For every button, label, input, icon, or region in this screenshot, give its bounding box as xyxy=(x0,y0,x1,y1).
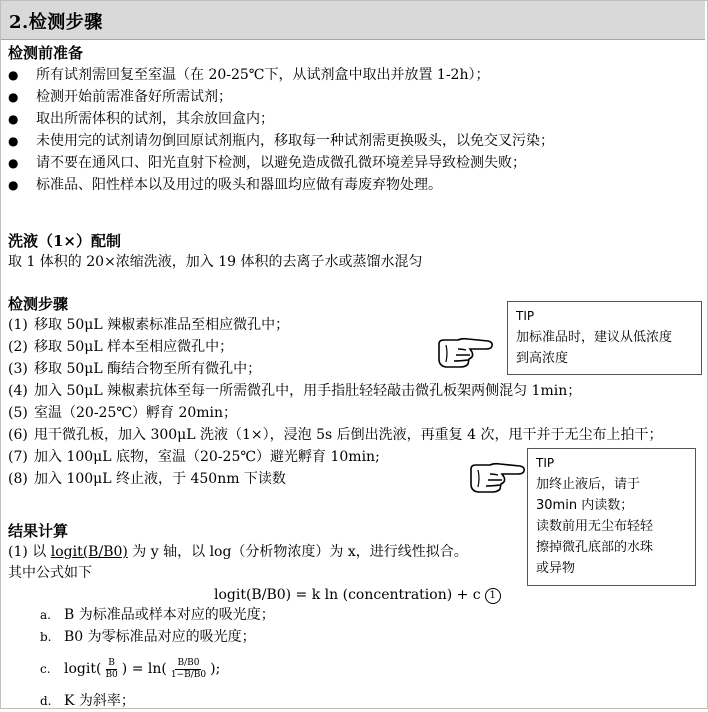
pointing-hand-icon xyxy=(436,335,494,369)
step-text: 加入 100μL 终止液，于 450nm 下读数 xyxy=(34,471,286,487)
tip-line: 加标准品时，建议从低浓度 xyxy=(516,330,673,345)
section-header xyxy=(1,1,705,40)
definition-item xyxy=(40,626,275,648)
step-text: 加入 100μL 底物，室温（20-25℃）避光孵育 10min; xyxy=(34,449,380,465)
tip-line: 30min 内读数； xyxy=(536,498,634,513)
formula-part: ); xyxy=(210,661,221,677)
formula-part: ) = ln( xyxy=(121,661,167,677)
list-item: ● 检测开始前需准备好所需试剂； xyxy=(8,86,554,108)
definition-label: a. xyxy=(40,608,51,622)
results-text: 为 y 轴，以 log（分析物浓度）为 x，进行线性拟合。 xyxy=(127,544,468,560)
step-text: 移取 50μL 辣椒素标准品至相应微孔中； xyxy=(34,317,290,333)
results-heading: 结果计算 xyxy=(8,522,69,540)
tip-box-standard xyxy=(507,301,702,375)
step-number: (2) xyxy=(8,339,28,355)
definition-label: d. xyxy=(40,694,52,708)
tip-title: TIP xyxy=(516,309,535,323)
tip-title: TIP xyxy=(536,456,555,470)
step-text: 室温（20-25℃）孵育 20min； xyxy=(34,405,238,421)
formula-mark: 1 xyxy=(485,588,501,604)
step-number: (3) xyxy=(8,361,28,377)
step-number: (5) xyxy=(8,405,28,421)
tip-line: 或异物 xyxy=(536,561,576,576)
definitions-list xyxy=(40,604,275,712)
list-item: ● 请不要在通风口、阳光直射下检测，以避免造成微孔微环境差异导致检测失败； xyxy=(8,152,554,174)
logit-term: logit(B/B0) xyxy=(50,544,128,560)
step-item xyxy=(8,424,694,446)
tip-line: 到高浓度 xyxy=(516,351,569,366)
step-number: (6) xyxy=(8,427,28,443)
list-item: ● 未使用完的试剂请勿倒回原试剂瓶内，移取每一种试剂需更换吸头，以免交叉污染； xyxy=(8,130,554,152)
step-number: (1) xyxy=(8,317,28,333)
step-item xyxy=(8,380,708,402)
list-item: ● 标准品、阳性样本以及用过的吸头和器皿均应做有毒废弃物处理。 xyxy=(8,174,554,196)
step-number: (8) xyxy=(8,471,28,487)
formula xyxy=(214,584,501,606)
step-number: (4) xyxy=(8,383,28,399)
fraction xyxy=(169,658,208,681)
list-item: ● 所有试剂需回复至室温（在 20-25℃下，从试剂盒中取出并放置 1-2h）； xyxy=(8,64,554,86)
step-item xyxy=(8,402,708,424)
step-text: 移取 50μL 样本至相应微孔中； xyxy=(34,339,234,355)
wash-text: 取 1 体积的 20×浓缩洗液，加入 19 体积的去离子水或蒸馏水混匀 xyxy=(8,254,423,270)
definition-text: B0 为零标准品对应的吸光度； xyxy=(64,629,256,645)
tip-line: 擦掉微孔底部的水珠 xyxy=(536,540,654,555)
results-line-2: 其中公式如下 xyxy=(8,565,92,581)
definition-text: B 为标准品或样本对应的吸光度； xyxy=(64,607,275,623)
tip-line: 读数前用无尘布轻轻 xyxy=(536,519,654,534)
definition-label: c. xyxy=(40,662,51,676)
definition-label: b. xyxy=(40,630,52,644)
definition-item xyxy=(40,604,275,626)
results-line-1 xyxy=(8,541,468,563)
prep-heading: 检测前准备 xyxy=(8,44,84,62)
step-text: 加入 50μL 辣椒素抗体至每一所需微孔中，用手指肚轻轻敲击微孔板架两侧混匀 1min； xyxy=(34,383,582,399)
formula-part: logit( xyxy=(64,661,102,677)
section-title: 2.检测步骤 xyxy=(9,12,103,33)
step-text: 移取 50μL 酶结合物至所有微孔中； xyxy=(34,361,262,377)
step-number: (7) xyxy=(8,449,28,465)
prep-list xyxy=(8,64,554,196)
definition-text: K 为斜率； xyxy=(64,693,135,709)
denominator: B0 xyxy=(105,669,118,680)
numerator: B xyxy=(108,657,115,668)
pointing-hand-icon xyxy=(468,460,526,494)
results-text: 以 xyxy=(32,544,51,560)
wash-heading: 洗液（1×）配制 xyxy=(8,232,122,250)
tip-box-stop xyxy=(527,448,696,586)
tip-line: 加终止液后，请于 xyxy=(536,477,641,492)
formula-text: logit(B/B0) = k ln (concentration) + c xyxy=(214,587,481,603)
results-number: (1) xyxy=(8,544,28,560)
fraction xyxy=(103,658,119,681)
steps-heading: 检测步骤 xyxy=(8,295,69,313)
list-item: ● 取出所需体积的试剂，其余放回盒内； xyxy=(8,108,554,130)
denominator: 1−B/B0 xyxy=(170,669,207,680)
numerator: B/B0 xyxy=(177,657,200,668)
definition-item xyxy=(40,654,275,684)
step-text: 甩干微孔板，加入 300μL 洗液（1×），浸泡 5s 后倒出洗液，再重复 4 次，甩干并于无尘布上拍干； xyxy=(34,427,663,443)
